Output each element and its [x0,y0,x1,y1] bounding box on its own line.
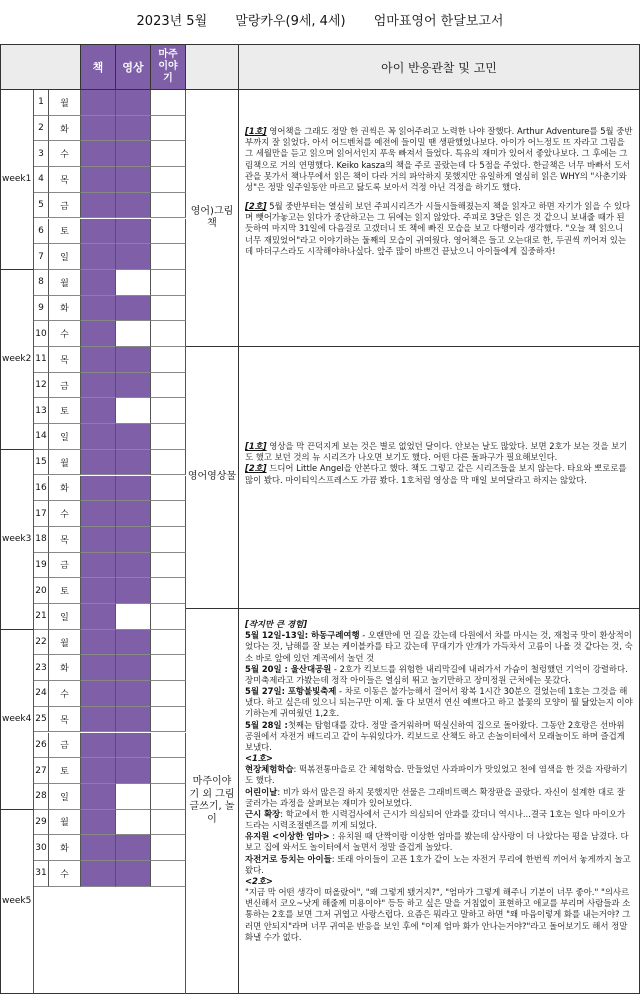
tag-kid1: [1호] [245,126,267,136]
story-experience-list [245,630,633,753]
day-number: 25 [34,707,49,733]
story-check-cell [151,578,186,604]
video-check-cell [116,604,151,630]
video-check-cell [116,244,151,270]
video-check-cell [116,527,151,553]
story-check-cell [151,630,186,656]
day-weekday: 토 [49,219,81,245]
book-check-cell [81,733,116,759]
story-item [245,764,633,786]
story-item-title: 5월 20일 : 울산대공원 [245,663,332,674]
story-check-cell [151,193,186,219]
story-item-title: 어린이날 [245,786,278,797]
story-item-title: 근시 확장 [245,808,281,819]
book-check-cell [81,758,116,784]
story-check-cell [151,476,186,502]
day-weekday: 수 [49,141,81,167]
story-check-cell [151,527,186,553]
day-weekday: 월 [49,270,81,296]
video-check-cell [116,784,151,810]
book-check-cell [81,116,116,142]
book-check-cell [81,398,116,424]
week-label: week2 [1,270,34,450]
video-check-cell [116,681,151,707]
day-number: 14 [34,424,49,450]
story-check-cell [151,347,186,373]
header-blank [1,45,81,90]
day-number: 22 [34,630,49,656]
story-subheading-kid1: <1호> [245,753,273,764]
book-check-cell [81,476,116,502]
day-weekday: 일 [49,244,81,270]
day-weekday: 토 [49,578,81,604]
day-number: 6 [34,219,49,245]
story-check-cell [151,733,186,759]
title-report: 엄마표영어 한달보고서 [373,14,504,29]
book-check-cell [81,810,116,836]
day-weekday: 목 [49,707,81,733]
video-check-cell [116,321,151,347]
day-weekday: 화 [49,835,81,861]
story-item-title: 5월 27일: 포항불빛축제 [245,686,337,697]
story-item-title: 현장체험학습 [245,764,294,775]
story-check-cell [151,835,186,861]
story-item [245,664,633,686]
day-number: 13 [34,398,49,424]
day-number: 31 [34,861,49,887]
book-check-cell [81,553,116,579]
book-check-cell [81,450,116,476]
book-check-cell [81,141,116,167]
book-check-cell [81,527,116,553]
book-check-cell [81,604,116,630]
story-check-cell [151,655,186,681]
video-check-cell [116,270,151,296]
book-check-cell [81,861,116,887]
day-weekday: 금 [49,373,81,399]
day-weekday: 토 [49,398,81,424]
day-number: 9 [34,296,49,322]
book-check-cell [81,655,116,681]
book-check-cell [81,219,116,245]
day-number: 27 [34,758,49,784]
notes-books [239,90,639,347]
story-item-text: : 떡볶전통마을로 간 체험학습. 만들었던 사과파이가 맛있었고 천에 염색을 한 것을 자랑하기도 했다. [245,764,628,786]
book-check-cell [81,373,116,399]
video-check-cell [116,476,151,502]
day-number: 18 [34,527,49,553]
day-number: 30 [34,835,49,861]
story-item [245,787,633,809]
day-number: 11 [34,347,49,373]
story-heading: [작지만 큰 경험] [245,619,308,629]
story-check-cell [151,861,186,887]
day-number: 19 [34,553,49,579]
story-check-cell [151,270,186,296]
story-check-cell [151,604,186,630]
video-check-cell [116,141,151,167]
day-weekday: 목 [49,347,81,373]
story-check-cell [151,90,186,116]
header-video: 영상 [116,45,151,90]
day-number: 23 [34,655,49,681]
header-story: 마주이야기 [151,45,186,90]
story-item [245,831,633,853]
week-label: week1 [1,90,34,270]
notes-books-kid1: 영어책을 그래도 정말 한 권씩은 꼭 읽어주려고 노력한 나야 잘했다. Arthur Adventure를 5월 중반부까지 잘 읽었다. 아서 어드벤처를 예전에 들이밀 땐 생판했었나보다. 아이가 어느정도 뜨 자라고 그림을 그 세월만을 듣고 읽으며 읽어서인지 푸욱 빠져서 들었다. 특유의 재미가 있어서 좋았나보다. 그 후에는 그림책으로 거의 연명했다. Keiko kasza의 책을 주로 골랐는데 다 5점을 주었다. 한글책은 너무 바빠서 도서관을 못가서 책나무에서 읽은 책이 다라 거의 파악하지 못했지만 유일하게 열심히 읽은 WHY의 "사춘기와 성"은 정말 일주일동안 마르고 닳도록 보아서 걱정 아닌 걱정을 하기도 했다. [245,126,633,192]
story-subheading-kid2: <2호> [245,875,273,886]
story-check-cell [151,810,186,836]
story-item-title: 유지원 <이상한 엄마> [245,831,330,842]
day-weekday: 화 [49,476,81,502]
day-number: 20 [34,578,49,604]
book-check-cell [81,347,116,373]
video-check-cell [116,450,151,476]
day-number: 15 [34,450,49,476]
day-number: 12 [34,373,49,399]
story-item-text: : 비가 와서 많은걸 하지 못했지만 선물은 그래비트랙스 확장판을 골랐다. 자신이 설계한 대로 잘 굴러가는 과정을 살펴보는 재미가 있어보였다. [245,786,625,808]
day-weekday: 금 [49,553,81,579]
video-check-cell [116,296,151,322]
story-check-cell [151,707,186,733]
story-item-text: : 유치원 때 단짝이랑 이상한 엄마를 봤는데 삼사랑이 더 나았다는 평을 남겼다. 다 보고 집에 와서도 놀이터에서 놀면서 정말 즐겁게 놀았다. [245,831,629,853]
video-check-cell [116,347,151,373]
story-kid2-text: "지금 막 어떤 생각이 떠올랐어", "왜 그렇게 됐거지?", "엄마가 그렇게 해주니 기분이 너무 좋아." "의사르 변신해서 코오~낫게 해줄께 미용이야" 등등 하고 싶은 말을 거침없이 표현하고 애교를 부리며 사람들과 소통하는 2호를 보면 그저 귀엽고 사랑스럽다. 요즘은 뭐라고 말하고 하면 "왜 마음이렇게 화를 내는거야? 그러면 안되지"라며 너무 귀여운 반응을 보인 후에 "이제 엄마 화가 안나는거야?"라고 돌어보기도 해서 정말 화낼 수가 없다. [245,887,631,942]
video-check-cell [116,578,151,604]
book-check-cell [81,424,116,450]
video-check-cell [116,398,151,424]
story-item-text: - 차로 이동은 불가능해서 걸어서 왕복 1시간 30분으 걸었는데 1호는 그것을 해냈다. 하고 싶은데 있으니 되는구만 이제. 둘 다 보면서 연신 예쁘다고 하고 불꽃의 모양이 뭘 닮았는지 이야기하는게 귀여웠던 1,2호. [245,686,633,719]
story-item-text: - 오랜만에 먼 길을 갔는데 다원에서 차를 마시는 것, 재첩국 맛이 환상적이었다는 것, 남해를 잘 보는 케이블카를 타고 갔는데 꾸대기가 안개가 가득차서 고름이 나올 것 같다는 것, 숙소 바로 앞에 있던 계곡에서 놀던 것 [245,630,633,663]
day-weekday: 금 [49,733,81,759]
book-check-cell [81,270,116,296]
day-weekday: 수 [49,501,81,527]
video-check-cell [116,501,151,527]
book-check-cell [81,193,116,219]
day-number: 3 [34,141,49,167]
book-check-cell [81,835,116,861]
day-weekday: 화 [49,655,81,681]
title-date: 2023년 5월 [136,14,208,29]
video-check-cell [116,835,151,861]
report-title [0,0,640,44]
story-item [245,630,633,664]
story-item-title: 5월 12일-13일: 하동구례여행 [245,630,360,641]
story-check-cell [151,321,186,347]
book-check-cell [81,630,116,656]
day-weekday: 일 [49,784,81,810]
day-weekday: 수 [49,681,81,707]
story-check-cell [151,141,186,167]
day-number: 8 [34,270,49,296]
video-check-cell [116,630,151,656]
story-kid1-list [245,764,633,876]
book-check-cell [81,90,116,116]
book-check-cell [81,578,116,604]
day-weekday: 월 [49,630,81,656]
video-check-cell [116,219,151,245]
notes-books-kid2: 5월 중반부터는 열심히 보던 주피시리즈가 시들시들해졌는지 책을 읽자고 하면 자기가 읽을 수 있다며 뺏어가놓고는 읽다가 중단하고는 그 뒤에는 읽지 않았다. 주피로 3달은 읽은 것 같으니 보내줄 때가 된 듯하여 마지막 31일에 다음걸로 고갰더니 또 책에 빠진 모습을 보고 다행이라 생각했다. "오늘 책 읽으니 너무 재밌었어"라고 이야기하는 둘째의 모습이 귀여웠다. 영어책은 들고 오는대로 한, 두권씩 끼어져 있는데 마더구스라도 시작해야하나싶다. 앞주 많이 바쁘건 끝났으니 아이들에게 집중하자! [245,201,631,256]
day-weekday: 화 [49,116,81,142]
day-weekday: 수 [49,861,81,887]
notes-videos-kid1: 영상을 막 끈덕지게 보는 것은 별로 없었던 달이다. 안보는 날도 많았다. 보면 2호가 보는 것을 보기도 했고 보던 것의 뉴 시리즈가 나오면 보기도 했다. 어떤 다른 돌파구가 필요해보인다. [245,441,628,463]
day-number: 2 [34,116,49,142]
day-number: 17 [34,501,49,527]
book-check-cell [81,707,116,733]
book-check-cell [81,321,116,347]
story-check-cell [151,219,186,245]
notes-videos [239,347,639,609]
story-check-cell [151,296,186,322]
title-kids: 말랑카우(9세, 4세) [235,14,346,29]
video-check-cell [116,733,151,759]
video-check-cell [116,861,151,887]
day-weekday: 월 [49,810,81,836]
story-item [245,854,633,876]
week-label: week4 [1,630,34,810]
category-videos: 영어영상물 [186,347,239,609]
day-number: 24 [34,681,49,707]
story-item-text: : 또래 아이들이 고픈 1호가 같이 노는 자전거 무리에 한번씩 끼어서 놓게까지 놀고 왔다. [245,853,631,875]
day-weekday: 목 [49,167,81,193]
story-item [245,686,633,720]
day-weekday: 일 [49,424,81,450]
tag-kid2: [2호] [245,201,267,212]
story-check-cell [151,424,186,450]
story-check-cell [151,784,186,810]
story-check-cell [151,501,186,527]
video-check-cell [116,116,151,142]
video-check-cell [116,373,151,399]
book-check-cell [81,784,116,810]
video-check-cell [116,655,151,681]
empty-days-area [34,887,186,994]
story-item-text: - 2호가 킥보드를 위험한 내리막길에 내려가서 가슴이 철렁했던 기억이 강렬하다. 장미축제라고 가봤는데 정작 아이들은 열심히 뛰고 놀기만하고 장미정원 근처에는 못갔다. [245,663,628,685]
day-weekday: 금 [49,193,81,219]
video-check-cell [116,810,151,836]
day-number: 28 [34,784,49,810]
day-number: 10 [34,321,49,347]
category-books: 영어)그림책 [186,90,239,347]
story-check-cell [151,681,186,707]
video-check-cell [116,193,151,219]
notes-videos-kid2: 드디어 Little Angel을 안본다고 했다. 책도 그렇고 같은 시리즈들을 보지 않는다. 타요와 뽀로로를 많이 봤다. 마이티익스프레스도 가끔 봤다. 1호처럼 영상을 막 매일 보여달라고 하지는 않았다. [245,463,627,485]
story-item [245,720,633,754]
story-item-title: 자전거로 등치는 아이들 [245,853,332,864]
video-check-cell [116,553,151,579]
video-check-cell [116,424,151,450]
day-number: 4 [34,167,49,193]
story-item [245,809,633,831]
video-check-cell [116,90,151,116]
book-check-cell [81,244,116,270]
day-number: 26 [34,733,49,759]
book-check-cell [81,296,116,322]
day-weekday: 수 [49,321,81,347]
story-check-cell [151,758,186,784]
week-label: week5 [1,810,34,994]
video-check-cell [116,707,151,733]
story-check-cell [151,373,186,399]
day-weekday: 월 [49,450,81,476]
story-item-title: 5월 28일 : [245,719,288,730]
header-notes: 아이 반응관찰 및 고민 [239,45,639,90]
story-check-cell [151,398,186,424]
report-table [0,44,640,994]
day-number: 29 [34,810,49,836]
day-weekday: 화 [49,296,81,322]
video-check-cell [116,758,151,784]
notes-story [239,609,639,994]
header-book: 책 [81,45,116,90]
day-number: 21 [34,604,49,630]
book-check-cell [81,681,116,707]
book-check-cell [81,167,116,193]
day-weekday: 월 [49,90,81,116]
story-check-cell [151,167,186,193]
day-number: 1 [34,90,49,116]
story-check-cell [151,553,186,579]
story-item-text: 첫째는 탐험대를 갔다. 정말 즐거워하며 떡실신하여 집으로 돌아왔다. 그동안 2호랑은 선바위 공원에서 자전거 배드리고 같이 누워있다가. 킥보드로 산책도 하고 손놀이터에서 모래놀이도 하며 즐겁게 보냈다. [245,719,625,752]
header-category [186,45,239,90]
story-check-cell [151,450,186,476]
tag-kid1: [1호] [245,441,267,451]
story-check-cell [151,244,186,270]
tag-kid2: [2호] [245,463,267,474]
story-item-text: : 학교에서 한 시력검사에서 근시가 의심되어 안과를 갔더니 역시나...결국 1호는 일다 마이오가드라는 시력조절렌즈를 끼게 되었다. [245,808,626,831]
category-story: 마주이야기 외 그림글쓰기, 놀이 [186,609,239,994]
story-check-cell [151,116,186,142]
video-check-cell [116,167,151,193]
day-weekday: 일 [49,604,81,630]
day-number: 5 [34,193,49,219]
week-label: week3 [1,450,34,630]
day-weekday: 목 [49,527,81,553]
day-weekday: 토 [49,758,81,784]
day-number: 16 [34,476,49,502]
day-number: 7 [34,244,49,270]
book-check-cell [81,501,116,527]
